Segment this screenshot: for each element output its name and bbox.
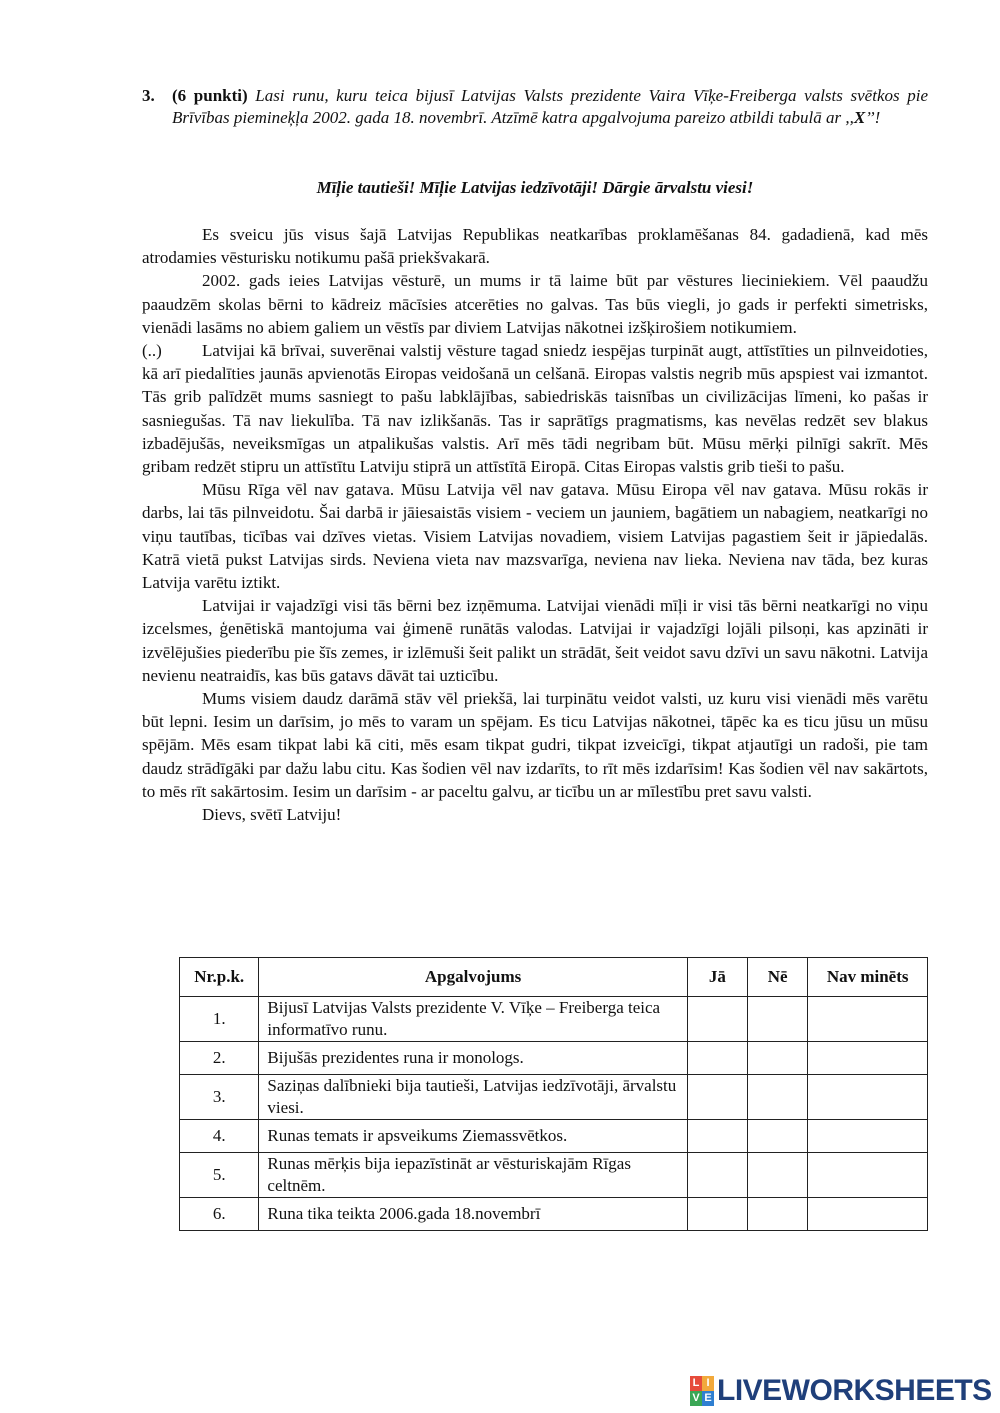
table-row (180, 997, 928, 1042)
speech-paragraph-text: Latvijai kā brīvai, suverēnai valstij vēsture tagad sniedz iespējas turpināt augt, attīstīties un pilnveidoties, kā arī piedalīties jaunās apvienotās Eiropas veidošanā un celšanā. Eiropas valstis negrib mūs apspiest vai izmantot. Tās grib palīdzēt mums sasniegt to pašu labklājības, sabiedriskās taisnības un civilizācijas līmeni, ko pašas ir sasniegušas. Tā nav liekulība. Tā nav izlikšanās. Tas ir saprātīgs pragmatisms, kas nevēlas redzēt sev blakus izbadējušās, neveiksmīgas un atpalikušas valstis. Arī mēs tādi negribam būt. Mūsu mērķi pilnīgi sakrīt. Mēs gribam redzēt stipru un attīstītu Latviju stiprā un attīstītā Eiropā. Citas Eiropas valstis grib tieši to pašu. (142, 341, 928, 477)
row-number: 6. (180, 1198, 259, 1231)
speech-paragraph: Es sveicu jūs visus šajā Latvijas Republikas neatkarības proklamēšanas 84. gadadienā, kad mēs atrodamies vēsturisku notikumu pašā priekšvakarā. (142, 225, 928, 268)
row-number: 4. (180, 1120, 259, 1153)
answer-cell-no[interactable] (748, 997, 808, 1042)
answer-cell-yes[interactable] (687, 1153, 747, 1198)
speech-paragraph: Mūsu Rīga vēl nav gatava. Mūsu Latvija vēl nav gatava. Mūsu Eiropa vēl nav gatava. Mūsu rokās ir darbs, lai tās pilnveidotu. Šai darbā ir jāiesaistās visiem - veciem un jauniem, bagātiem un nabagiem, neatkarīgi no viņu tautības, ticības vai dzīves vietas. Visiem Latvijas novadiem, visiem Latvijas pagastiem šeit ir jāpiedalās. Katrā vietā pukst Latvijas sirds. Neviena vieta nav mazsvarīga, neviena nav lieka. Neviena nav tāda, bez kuras Latvija varētu iztikt. (142, 480, 928, 593)
answer-cell-not-mentioned[interactable] (808, 1120, 928, 1153)
speech-greeting: Mīļie tautieši! Mīļie Latvijas iedzīvotāji! Dārgie ārvalstu viesi! (316, 178, 754, 197)
table-row (180, 1075, 928, 1120)
row-statement: Runas mērķis bija iepazīstināt ar vēsturiskajām Rīgas celtnēm. (259, 1153, 687, 1198)
answer-cell-not-mentioned[interactable] (808, 1075, 928, 1120)
liveworksheets-logo-icon (690, 1376, 714, 1406)
speech-closing: Dievs, svētī Latviju! (202, 805, 342, 825)
table-header-row (180, 958, 928, 997)
task-instruction-end: ’’! (865, 108, 881, 127)
task-instruction: Lasi runu, kuru teica bijusī Latvijas Valsts prezidente Vaira Vīķe-Freiberga valsts svētkos pie Brīvības piemineķļa 2002. gada 18. novembrī. Atzīmē katra apgalvojuma pareizo atbildi tabulā ar ,, (172, 86, 928, 127)
header-nr: Nr.p.k. (180, 958, 259, 997)
answer-cell-yes[interactable] (687, 1120, 747, 1153)
header-yes: Jā (687, 958, 747, 997)
row-number: 5. (180, 1153, 259, 1198)
row-number: 1. (180, 997, 259, 1042)
table-row (180, 1198, 928, 1231)
answer-cell-yes[interactable] (687, 1075, 747, 1120)
answer-cell-no[interactable] (748, 1153, 808, 1198)
answer-cell-no[interactable] (748, 1198, 808, 1231)
table-row (180, 1042, 928, 1075)
answer-cell-yes[interactable] (687, 997, 747, 1042)
speech-paragraph (142, 339, 928, 478)
speech-paragraph: Mums visiem daudz darāmā stāv vēl priekšā, lai turpinātu veidot valsti, uz kuru visi vienādi mēs varētu būt lepni. Iesim un darīsim, jo mēs to varam un spējam. Es ticu Latvijas nākotnei, tāpēc ka es ticu jūsu un mūsu spējām. Mēs esam tikpat labi kā citi, mēs esam tikpat gudri, tikpat izveicīgi, tikpat atjautīgi un radoši, pie tam daudz strādīgāki par dažu labu citu. Kas šodien vēl nav izdarīts, to rīt mēs izdarīsim! Kas šodien vēl nav sakārtots, to mēs rīt sakārtosim. Iesim un darīsim - ar paceltu galvu, ar ticību un ar mīlestību pret savu valsti. (142, 689, 928, 801)
task-instruction-block (172, 85, 928, 129)
header-not-mentioned: Nav minēts (808, 958, 928, 997)
answer-cell-no[interactable] (748, 1075, 808, 1120)
logo-letter: V (690, 1391, 702, 1406)
table-row (180, 1153, 928, 1198)
row-statement: Bijusī Latvijas Valsts prezidente V. Vīķe – Freiberga teica informatīvo runu. (259, 997, 687, 1042)
table-row (180, 1120, 928, 1153)
brand-name: LIVEWORKSHEETS (717, 1374, 992, 1407)
answer-cell-yes[interactable] (687, 1042, 747, 1075)
omission-marker: (..) (142, 341, 162, 361)
logo-letter: E (702, 1391, 714, 1406)
answer-table (179, 957, 928, 1231)
answer-cell-not-mentioned[interactable] (808, 997, 928, 1042)
header-statement: Apgalvojums (259, 958, 687, 997)
row-number: 2. (180, 1042, 259, 1075)
answer-cell-no[interactable] (748, 1120, 808, 1153)
header-no: Nē (748, 958, 808, 997)
answer-cell-not-mentioned[interactable] (808, 1042, 928, 1075)
answer-cell-not-mentioned[interactable] (808, 1153, 928, 1198)
logo-letter: I (702, 1376, 714, 1391)
row-statement: Bijušās prezidentes runa ir monologs. (259, 1042, 687, 1075)
speech-paragraph: Latvijai ir vajadzīgi visi tās bērni bez izņēmuma. Latvijai vienādi mīļi ir visi tās bērni neatkarīgi no viņu izcelsmes, ģenētiskā mantojuma vai ģimenē runātās valodas. Latvijai ir vajadzīgi lojāli pilsoņi, kas apzināti ir izvēlējušies piederību pie šīs zemes, ir izlēmuši šeit palikt un strādāt, šeit veidot savu dzīvi un savu nākotni. Latvija nevienu neatraidīs, kas būs gatavs dāvāt tai uzticību. (142, 596, 928, 685)
task-points: (6 punkti) (172, 86, 248, 105)
row-statement: Runa tika teikta 2006.gada 18.novembrī (259, 1198, 687, 1231)
speech-text (142, 223, 928, 826)
row-number: 3. (180, 1075, 259, 1120)
task-number: 3. (142, 86, 155, 105)
speech-paragraph: 2002. gads ieies Latvijas vēsturē, un mums ir tā laime būt par vēstures lieciniekiem. Vēl paaudžu paaudzēm skolas bērni to kādreiz mācīsies atcerēties no galvas. Tas būs viegli, jo gads ir perfekti simetrisks, vienādi lasāms no abiem galiem un vēstīs par diviem Latvijas nākotnei izšķirošiem notikumiem. (142, 271, 928, 337)
task-header (142, 85, 928, 129)
liveworksheets-brand (690, 1374, 995, 1408)
row-statement: Runas temats ir apsveikums Ziemassvētkos. (259, 1120, 687, 1153)
answer-cell-not-mentioned[interactable] (808, 1198, 928, 1231)
answer-cell-no[interactable] (748, 1042, 808, 1075)
row-statement: Saziņas dalībnieki bija tautieši, Latvijas iedzīvotāji, ārvalstu viesi. (259, 1075, 687, 1120)
logo-letter: L (690, 1376, 702, 1391)
mark-symbol: X (853, 108, 866, 127)
answer-cell-yes[interactable] (687, 1198, 747, 1231)
